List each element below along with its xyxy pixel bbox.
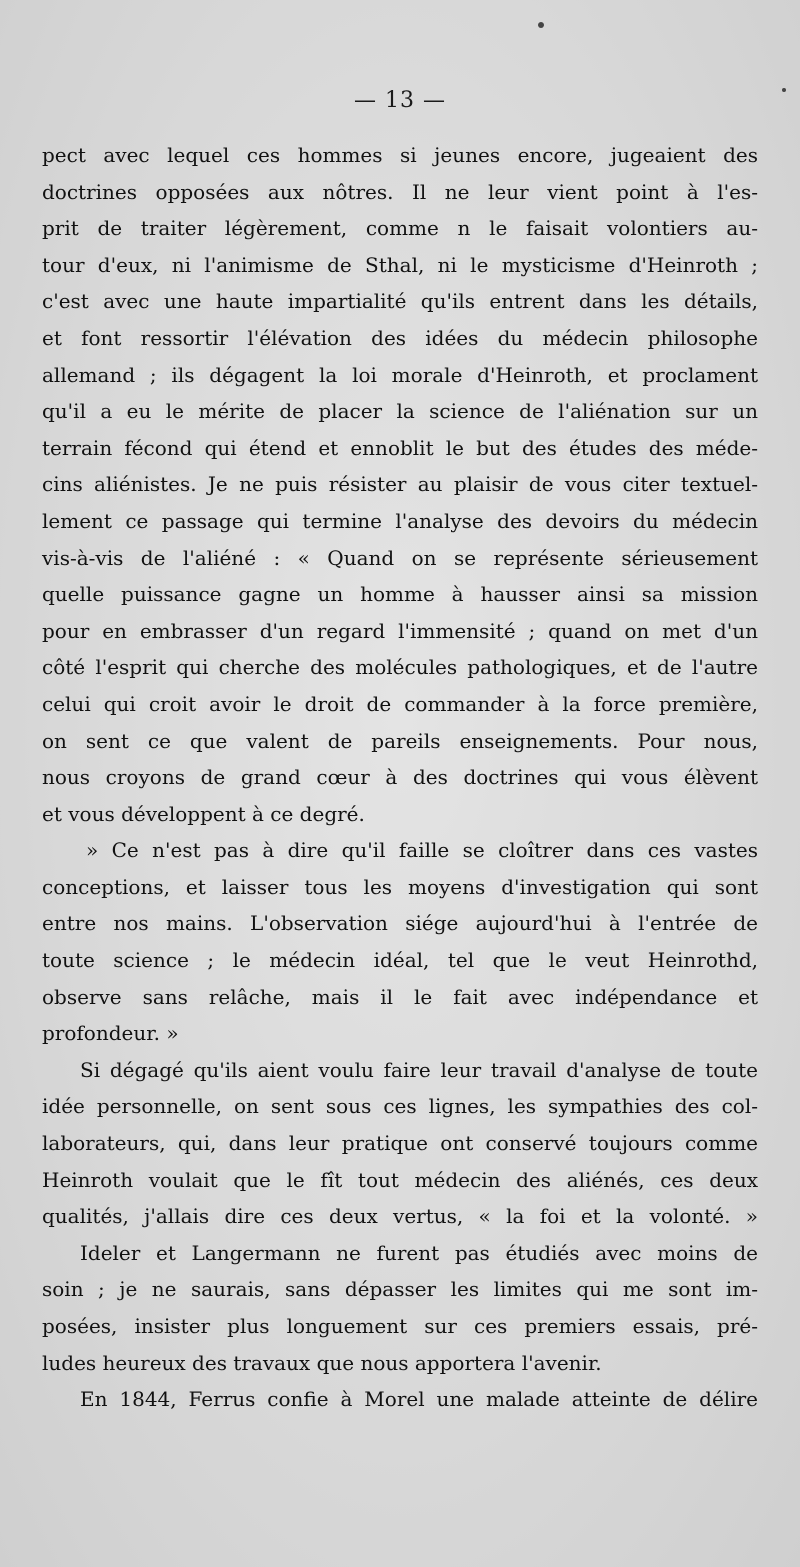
text-line: terrain fécond qui étend et ennoblit le but des études des méde- <box>42 435 758 460</box>
text-line: pect avec lequel ces hommes si jeunes encore, jugeaient des <box>42 143 758 167</box>
text-line: En 1844, Ferrus confie à Morel une malade atteinte de délire <box>80 1387 758 1412</box>
text-line: Ideler et Langermann ne furent pas étudiés avec moins de <box>80 1240 758 1265</box>
text-line: côté l'esprit qui cherche des molécules pathologiques, et de l'autre <box>42 655 758 680</box>
text-line: Si dégagé qu'ils aient voulu faire leur travail d'analyse de toute <box>80 1057 758 1082</box>
text-line: c'est avec une haute impartialité qu'ils entrent dans les détails, <box>42 289 758 314</box>
text-line: ludes heureux des travaux que nous apportera l'avenir. <box>42 1350 602 1375</box>
text-line: Heinroth voulait que le fît tout médecin des aliénés, ces deux <box>42 1167 758 1192</box>
text-line: allemand ; ils dégagent la loi morale d'Heinroth, et proclament <box>42 362 758 387</box>
text-line: cins aliénistes. Je ne puis résister au plaisir de vous citer textuel- <box>42 472 758 497</box>
text-line: quelle puissance gagne un homme à hausser ainsi sa mission <box>42 582 758 607</box>
text-line: profondeur. » <box>42 1021 179 1046</box>
text-line: » Ce n'est pas à dire qu'il faille se cloîtrer dans ces vastes <box>86 838 758 863</box>
speck-mark <box>782 88 786 92</box>
text-line: qualités, j'allais dire ces deux vertus, « la foi et la volonté. » <box>42 1204 758 1229</box>
text-line: lement ce passage qui termine l'analyse des devoirs du médecin <box>42 508 758 533</box>
text-line: doctrines opposées aux nôtres. Il ne leur vient point à l'es- <box>42 179 758 204</box>
text-line: on sent ce que valent de pareils enseignements. Pour nous, <box>42 728 758 753</box>
text-line: observe sans relâche, mais il le fait avec indépendance et <box>42 984 758 1009</box>
text-line: posées, insister plus longuement sur ces premiers essais, pré- <box>42 1314 758 1338</box>
body-text <box>42 137 758 1418</box>
text-line: celui qui croit avoir le droit de commander à la force première, <box>42 691 758 716</box>
text-line: toute science ; le médecin idéal, tel que le veut Heinrothd, <box>42 948 758 973</box>
text-line: pour en embrasser d'un regard l'immensité ; quand on met d'un <box>42 618 758 643</box>
text-line: tour d'eux, ni l'animisme de Sthal, ni le mysticisme d'Heinroth ; <box>42 252 758 277</box>
text-line: prit de traiter légèrement, comme n le faisait volontiers au- <box>42 216 758 241</box>
text-line: laborateurs, qui, dans leur pratique ont conservé toujours comme <box>42 1131 758 1156</box>
text-line: et vous développent à ce degré. <box>42 801 365 826</box>
text-line: conceptions, et laisser tous les moyens d'investigation qui sont <box>42 874 758 899</box>
text-line: et font ressortir l'élévation des idées du médecin philosophe <box>42 325 758 350</box>
text-line: qu'il a eu le mérite de placer la science de l'aliénation sur un <box>42 399 758 424</box>
text-line: idée personnelle, on sent sous ces lignes, les sympathies des col- <box>42 1094 758 1119</box>
text-line: soin ; je ne saurais, sans dépasser les limites qui me sont im- <box>42 1277 758 1302</box>
speck-mark <box>538 22 544 28</box>
text-line: nous croyons de grand cœur à des doctrines qui vous élèvent <box>42 765 758 790</box>
page-number: — 13 — <box>354 88 446 113</box>
text-line: entre nos mains. L'observation siége aujourd'hui à l'entrée de <box>42 911 758 936</box>
text-line: vis-à-vis de l'aliéné : « Quand on se représente sérieusement <box>42 545 758 570</box>
